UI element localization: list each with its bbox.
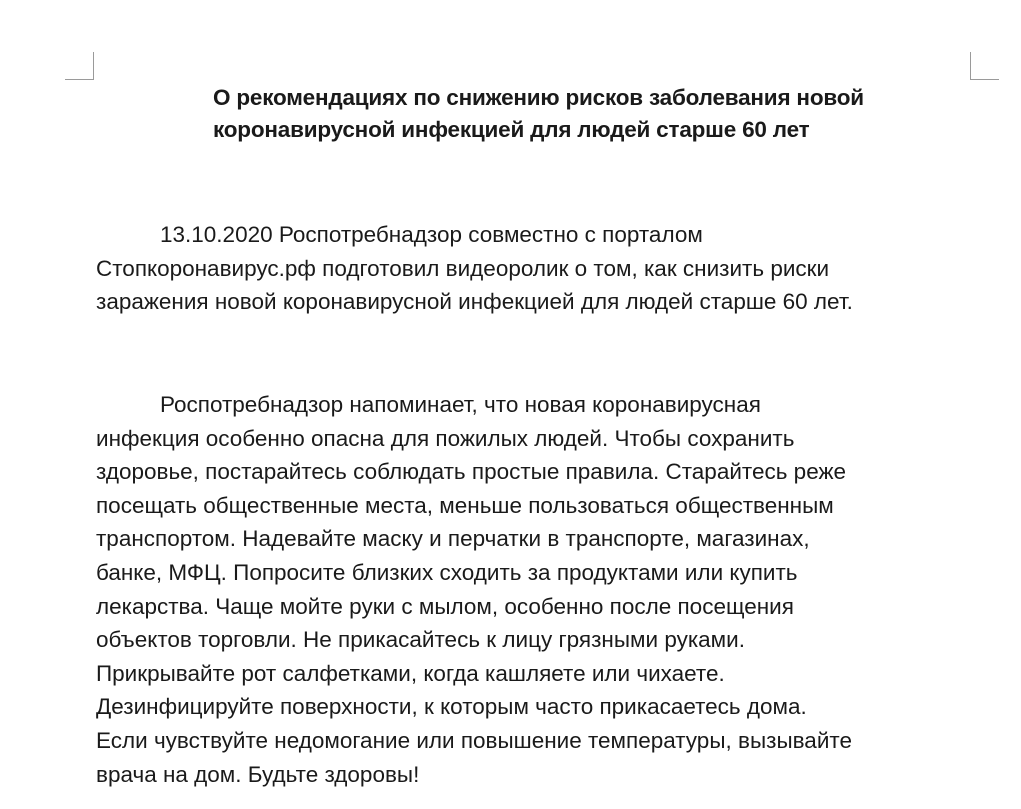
top-right-crop-mark — [970, 52, 999, 80]
paragraph-recommendations — [96, 388, 976, 791]
title-line: О рекомендациях по снижению рисков заболевания новой — [213, 85, 864, 110]
text-line: Дезинфицируйте поверхности, к которым часто прикасаетесь дома. — [96, 694, 807, 720]
text-line: Роспотребнадзор напоминает, что новая коронавирусная — [160, 392, 761, 417]
paragraph-announcement — [96, 218, 976, 319]
text-line: объектов торговли. Не прикасайтесь к лицу грязными руками. — [96, 627, 745, 653]
text-line: здоровье, постарайтесь соблюдать простые правила. Старайтесь реже — [96, 459, 847, 485]
text-line: транспортом. Надевайте маску и перчатки в транспорте, магазинах, — [96, 526, 810, 552]
text-line: лекарства. Чаще мойте руки с мылом, особенно после посещения — [96, 593, 794, 619]
top-left-crop-mark — [65, 52, 94, 80]
document-title — [213, 82, 973, 146]
text-line: Стопкоронавирус.рф подготовил видеоролик о том, как снизить риски — [96, 255, 830, 281]
text-line: банке, МФЦ. Попросите близких сходить за продуктами или купить — [96, 559, 798, 585]
text-line: посещать общественные места, меньше пользоваться общественным — [96, 492, 834, 518]
text-line: Если чувствуйте недомогание или повышение температуры, вызывайте — [96, 727, 852, 753]
text-line: 13.10.2020 Роспотребнадзор совместно с порталом — [160, 222, 703, 247]
text-line: Прикрывайте рот салфетками, когда кашляете или чихаете. — [96, 660, 725, 686]
text-line: заражения новой коронавирусной инфекцией для людей старше 60 лет. — [96, 289, 853, 315]
text-line: врача на дом. Будьте здоровы! — [96, 761, 420, 787]
text-line: инфекция особенно опасна для пожилых людей. Чтобы сохранить — [96, 425, 795, 451]
title-line: коронавирусной инфекцией для людей старше 60 лет — [213, 117, 810, 142]
